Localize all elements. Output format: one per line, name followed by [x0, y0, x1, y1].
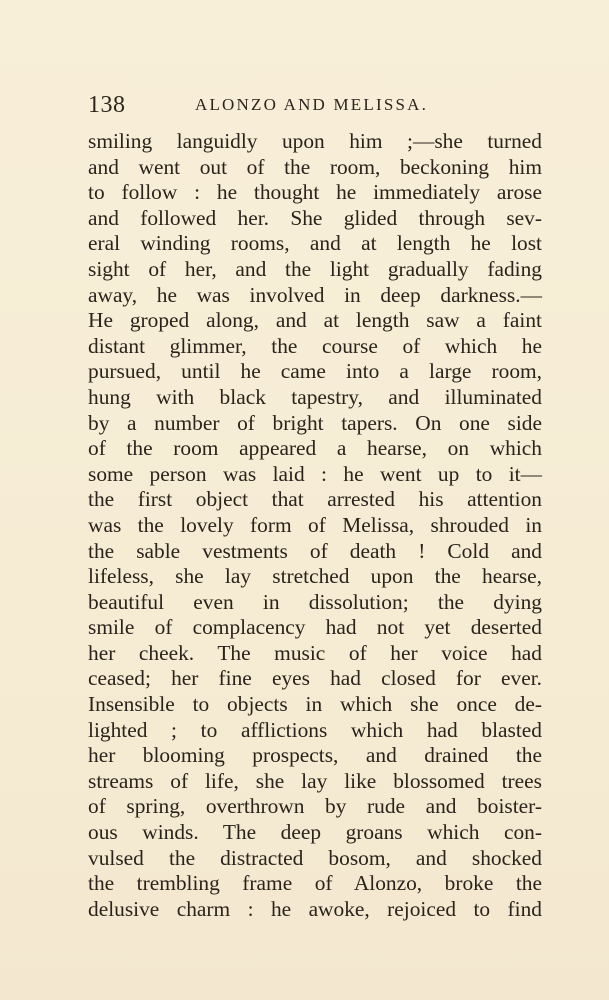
text-line: was the lovely form of Melissa, shrouded in [88, 512, 542, 537]
running-title: ALONZO AND MELISSA. [195, 95, 429, 114]
text-line: delusive charm : he awoke, rejoiced to find [88, 896, 542, 921]
text-line: and went out of the room, beckoning him [88, 154, 542, 179]
text-line: the first object that arrested his attention [88, 487, 542, 512]
text-line: of the room appeared a hearse, on which [88, 436, 542, 461]
text-line: and followed her. She glided through sev- [88, 205, 542, 230]
text-line: her blooming prospects, and drained the [88, 743, 542, 768]
page-number: 138 [88, 92, 126, 118]
text-line: pursued, until he came into a large room, [88, 359, 542, 384]
body-text [88, 129, 542, 922]
text-line: lighted ; to afflictions which had blasted [88, 717, 542, 742]
text-line: Insensible to objects in which she once de- [88, 692, 542, 717]
text-line: her cheek. The music of her voice had [88, 640, 542, 665]
text-line: of spring, overthrown by rude and boister- [88, 794, 542, 819]
text-line: some person was laid : he went up to it— [88, 461, 542, 486]
text-line: ous winds. The deep groans which con- [88, 820, 542, 845]
text-line: hung with black tapestry, and illuminated [88, 384, 542, 409]
text-line: ceased; her fine eyes had closed for ever. [88, 666, 542, 691]
text-line: to follow : he thought he immediately arose [88, 180, 542, 205]
text-line: eral winding rooms, and at length he lost [88, 231, 542, 256]
page-header [88, 92, 548, 126]
text-line: the sable vestments of death ! Cold and [88, 538, 542, 563]
text-line: away, he was involved in deep darkness.— [88, 282, 542, 307]
text-line: He groped along, and at length saw a faint [88, 308, 542, 333]
text-line: sight of her, and the light gradually fading [88, 256, 542, 281]
text-line: vulsed the distracted bosom, and shocked [88, 845, 542, 870]
text-line: lifeless, she lay stretched upon the hearse, [88, 564, 542, 589]
text-line: beautiful even in dissolution; the dying [88, 589, 542, 614]
text-line: streams of life, she lay like blossomed trees [88, 768, 542, 793]
text-line: smile of complacency had not yet deserted [88, 615, 542, 640]
text-line: by a number of bright tapers. On one side [88, 410, 542, 435]
text-line: smiling languidly upon him ;—she turned [88, 129, 542, 153]
text-line: distant glimmer, the course of which he [88, 333, 542, 358]
text-line: the trembling frame of Alonzo, broke the [88, 871, 542, 896]
